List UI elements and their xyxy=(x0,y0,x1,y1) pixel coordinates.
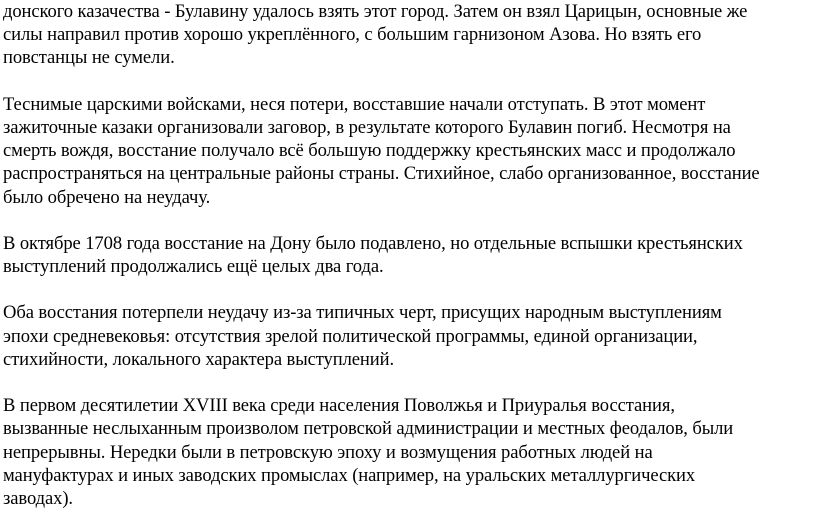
text-line: повстанцы не сумели. xyxy=(3,47,175,69)
text-line: зажиточные казаки организовали заговор, в результате которого Булавин погиб. Несмотря на xyxy=(3,116,731,138)
text-line: Теснимые царскими войсками, неся потери, восставшие начали отступать. В этот момент xyxy=(3,93,706,115)
text-line: В первом десятилетии XVIII века среди населения Поволжья и Приуралья восстания, xyxy=(3,395,675,417)
document-body xyxy=(3,0,813,510)
paragraph-spacer xyxy=(3,371,813,394)
text-line: стихийности, локального характера выступлений. xyxy=(3,348,395,370)
paragraph xyxy=(3,394,813,510)
text-line: В октябре 1708 года восстание на Дону было подавлено, но отдельные вспышки крестьянских xyxy=(3,232,743,254)
text-line: вызванные неслыханным произволом петровской администрации и местных феодалов, были xyxy=(3,418,734,440)
text-line: распространяться на центральные районы страны. Стихийное, слабо организованное, восстание xyxy=(3,163,760,185)
text-line: мануфактурах и иных заводских промыслах (например, на уральских металлургических xyxy=(3,464,696,486)
text-line: заводах). xyxy=(3,487,73,509)
text-line: было обречено на неудачу. xyxy=(3,186,211,208)
paragraph xyxy=(3,232,813,278)
paragraph xyxy=(3,301,813,371)
paragraph-spacer xyxy=(3,70,813,93)
paragraph xyxy=(3,0,813,70)
text-line: смерть вождя, восстание получало всё большую поддержку крестьянских масс и продолжало xyxy=(3,140,736,162)
paragraph-spacer xyxy=(3,278,813,301)
text-line: силы направил против хорошо укреплённого, с большим гарнизоном Азова. Но взять его xyxy=(3,24,702,46)
text-line: Оба восстания потерпели неудачу из-за типичных черт, присущих народным выступлениям xyxy=(3,302,722,324)
text-line: эпохи средневековья: отсутствия зрелой политической программы, единой организации, xyxy=(3,325,698,347)
text-line: донского казачества - Булавину удалось взять этот город. Затем он взял Царицын, основные же xyxy=(3,1,748,22)
paragraph xyxy=(3,93,813,209)
text-line: выступлений продолжались ещё целых два года. xyxy=(3,256,384,278)
text-line: непрерывны. Нередки были в петровскую эпоху и возмущения работных людей на xyxy=(3,441,653,463)
paragraph-spacer xyxy=(3,209,813,232)
